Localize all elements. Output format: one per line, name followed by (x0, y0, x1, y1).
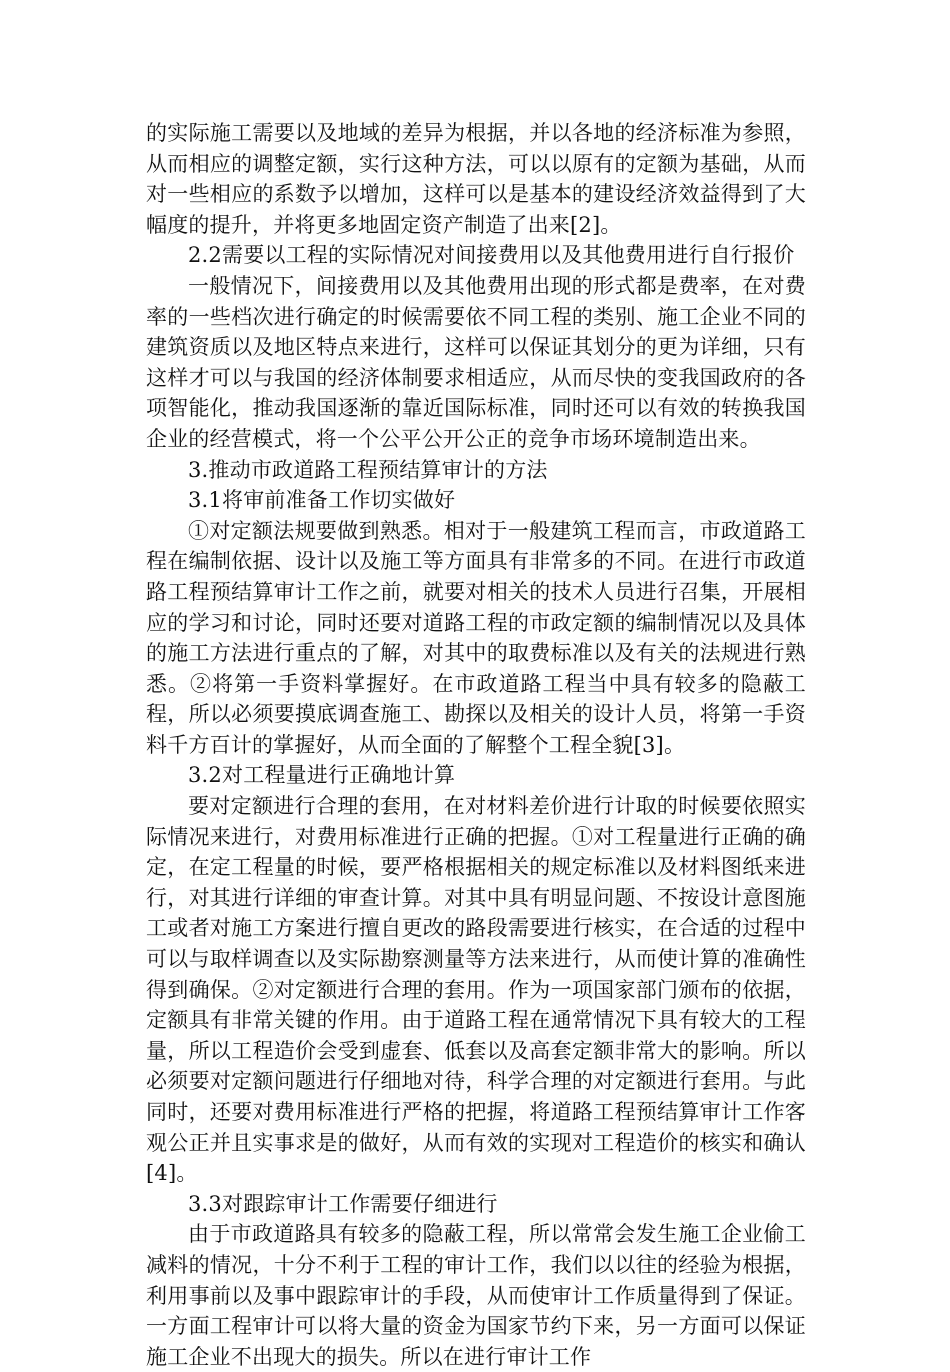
section-heading-2-2: 2.2需要以工程的实际情况对间接费用以及其他费用进行自行报价 (188, 243, 795, 268)
paragraph-body: 要对定额进行合理的套用，在对材料差价进行计取的时候要依照实际情况来进行，对费用标准进行正确的把握。①对工程量进行正确的确定，在定工程量的时候，要严格根据相关的规定标准以及材料图纸来进行，对其进行详细的审查计算。对其中具有明显问题、不按设计意图施工或者对施工方案进行擅自更改的路段需要进行核实，在合适的过程中可以与取样调查以及实际勘察测量等方法来进行，从而使计算的准确性得到确保。②对定额进行合理的套用。作为一项国家部门颁布的依据，定额具有非常关键的作用。由于道路工程在通常情况下具有较大的工程量，所以工程造价会受到虚套、低套以及高套定额非常大的影响。所以必须要对定额问题进行仔细地对待，科学合理的对定额进行套用。与此同时，还要对费用标准进行严格的把握，将道路工程预结算审计工作客观公正并且实事求是的做好，从而有效的实现对工程造价的核实和确认[4]。 (146, 794, 806, 1186)
section-heading-3-1: 3.1将审前准备工作切实做好 (188, 488, 456, 513)
document-body (146, 118, 806, 1372)
section-heading-3: 3.推动市政道路工程预结算审计的方法 (188, 457, 548, 482)
paragraph-body: ①对定额法规要做到熟悉。相对于一般建筑工程而言，市政道路工程在编制依据、设计以及施工等方面具有非常多的不同。在进行市政道路工程预结算审计工作之前，就要对相关的技术人员进行召集，开展相应的学习和讨论，同时还要对道路工程的市政定额的编制情况以及具体的施工方法进行重点的了解，对其中的取费标准以及有关的法规进行熟悉。②将第一手资料掌握好。在市政道路工程当中具有较多的隐蔽工程，所以必须要摸底调查施工、勘探以及相关的设计人员，将第一手资料千方百计的掌握好，从而全面的了解整个工程全貌[3]。 (146, 518, 806, 757)
section-heading-3-2: 3.2对工程量进行正确地计算 (188, 763, 456, 788)
paragraph-body: 一般情况下，间接费用以及其他费用出现的形式都是费率，在对费率的一些档次进行确定的时候需要依不同工程的类别、施工企业不同的建筑资质以及地区特点来进行，这样可以保证其划分的更为详细，只有这样才可以与我国的经济体制要求相适应，从而尽快的变我国政府的各项智能化，推动我国逐渐的靠近国际标准，同时还可以有效的转换我国企业的经营模式，将一个公平公开公正的竞争市场环境制造出来。 (146, 273, 806, 451)
paragraph-body: 由于市政道路具有较多的隐蔽工程，所以常常会发生施工企业偷工减料的情况，十分不利于工程的审计工作，我们以以往的经验为根据，利用事前以及事中跟踪审计的手段，从而使审计工作质量得到了保证。一方面工程审计可以将大量的资金为国家节约下来，另一方面可以保证施工企业不出现大的损失。所以在进行审计工作 (146, 1222, 806, 1369)
paragraph-continued: 的实际施工需要以及地域的差异为根据，并以各地的经济标准为参照，从而相应的调整定额，实行这种方法，可以以原有的定额为基础，从而对一些相应的系数予以增加，这样可以是基本的建设经济效益得到了大幅度的提升，并将更多地固定资产制造了出来[2]。 (146, 121, 806, 237)
section-heading-3-3: 3.3对跟踪审计工作需要仔细进行 (188, 1191, 498, 1216)
